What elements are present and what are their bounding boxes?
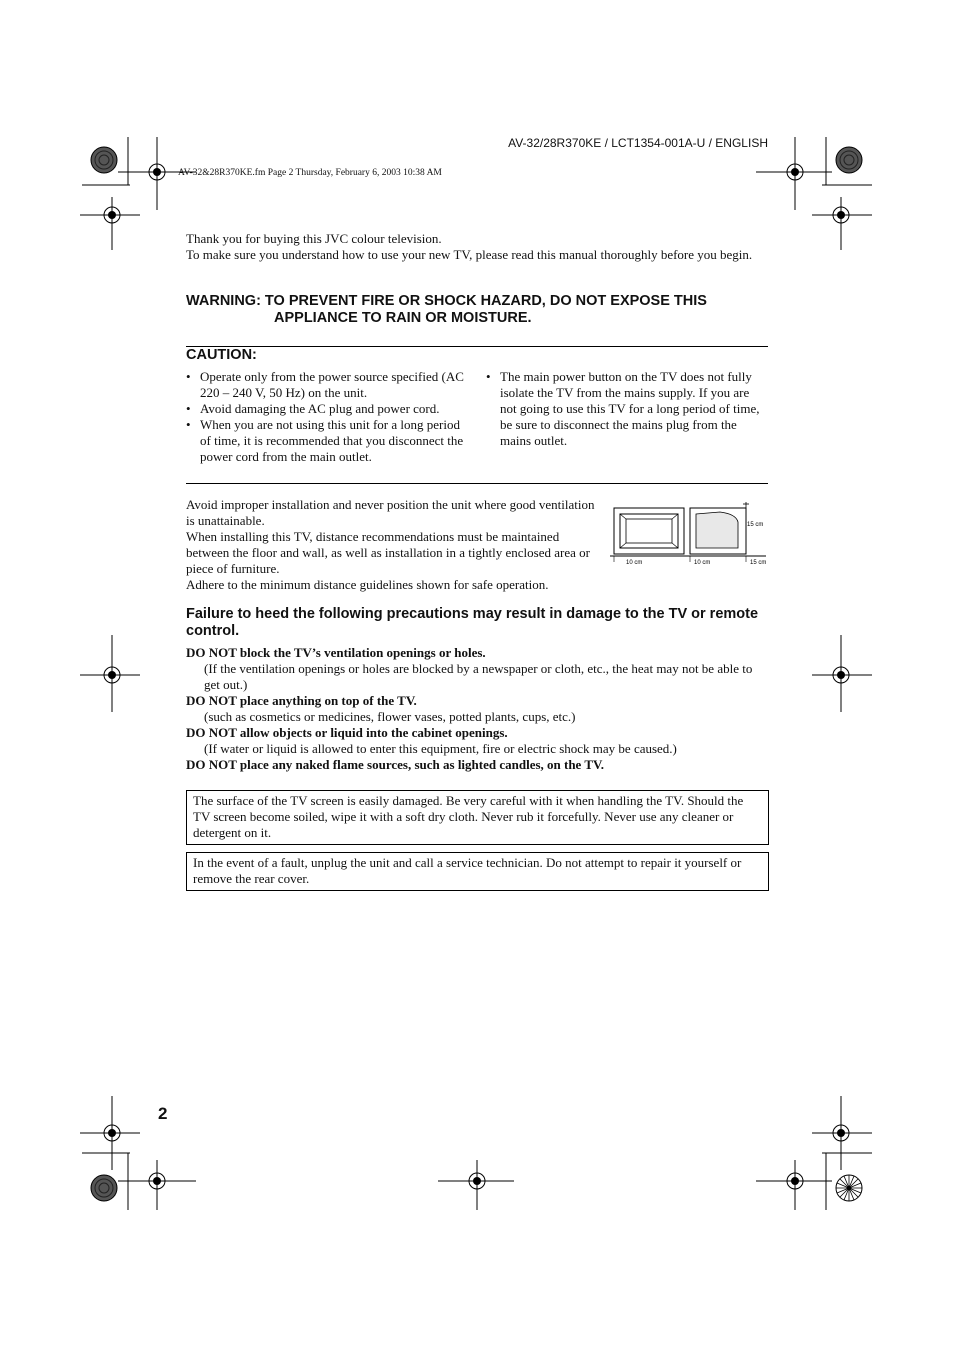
fault-notice: In the event of a fault, unplug the unit and call a service technician. Do not attempt to repair it yourself or remove the rear cover. [186, 852, 769, 891]
precaution-note: (such as cosmetics or medicines, flower vases, potted plants, cups, etc.) [204, 709, 576, 724]
intro-line-2: To make sure you understand how to use your new TV, please read this manual thoroughly before you begin. [186, 247, 753, 262]
intro-line-1: Thank you for buying this JVC colour television. [186, 231, 442, 246]
caution-bottom-rule [186, 483, 768, 484]
page-number: 2 [158, 1104, 168, 1123]
clearance-label-top: 15 cm [747, 522, 764, 528]
installation-para-1: Avoid improper installation and never position the unit where good ventilation is unattainable. [186, 497, 595, 528]
caution-item: • When you are not using this unit for a long period of time, it is recommended that you disconnect the power cord from the main outlet. [186, 417, 470, 465]
clearance-label-middle: 10 cm [694, 560, 711, 566]
caution-item: • The main power button on the TV does not fully isolate the TV from the mains supply. If you are not going to use this TV for a long period of time, be sure to disconnect the mains plug from the mains outlet. [486, 369, 768, 449]
precaution-title: DO NOT block the TV’s ventilation openings or holes. [186, 645, 486, 660]
clearance-label-left: 10 cm [626, 560, 643, 566]
installation-para-2: When installing this TV, distance recommendations must be maintained between the floor and wall, as well as installation in a tightly enclosed area or piece of furniture. [186, 529, 590, 576]
caution-item: • Avoid damaging the AC plug and power cord. [186, 401, 470, 417]
precaution-note: (If the ventilation openings or holes are blocked by a newspaper or cloth, etc., the heat may not be able to get out.) [204, 661, 753, 692]
doc-reference: AV-32/28R370KE / LCT1354-001A-U / ENGLISH [508, 136, 768, 150]
ventilation-clearance-diagram [610, 500, 770, 570]
installation-para-3: Adhere to the minimum distance guidelines shown for safe operation. [186, 577, 549, 592]
precaution-title: DO NOT place any naked flame sources, such as lighted candles, on the TV. [186, 757, 604, 772]
caution-right-list [486, 369, 768, 449]
caution-left-list [186, 369, 470, 465]
caution-item: • Operate only from the power source specified (AC 220 – 240 V, 50 Hz) on the unit. [186, 369, 470, 401]
precautions-list [186, 645, 768, 773]
precaution-title: DO NOT allow objects or liquid into the cabinet openings. [186, 725, 508, 740]
installation-text [186, 497, 596, 593]
caution-title: CAUTION: [186, 347, 257, 363]
caution-top-rule [186, 346, 768, 347]
warning-line-1: WARNING: TO PREVENT FIRE OR SHOCK HAZARD, DO NOT EXPOSE THIS [186, 293, 707, 309]
warning-line-2: APPLIANCE TO RAIN OR MOISTURE. [274, 310, 532, 326]
precaution-title: DO NOT place anything on top of the TV. [186, 693, 417, 708]
clearance-label-right: 15 cm [750, 560, 767, 566]
precaution-note: (If water or liquid is allowed to enter this equipment, fire or electric shock may be caused.) [204, 741, 677, 756]
file-info: AV-32&28R370KE.fm Page 2 Thursday, February 6, 2003 10:38 AM [178, 168, 442, 178]
precautions-heading: Failure to heed the following precautions may result in damage to the TV or remote control. [186, 606, 759, 639]
screen-care-notice: The surface of the TV screen is easily damaged. Be very careful with it when handling the TV. Should the TV screen become soiled, wipe it with a soft dry cloth. Never rub it forcefully. Never use any cleaner or detergent on it. [186, 790, 769, 845]
